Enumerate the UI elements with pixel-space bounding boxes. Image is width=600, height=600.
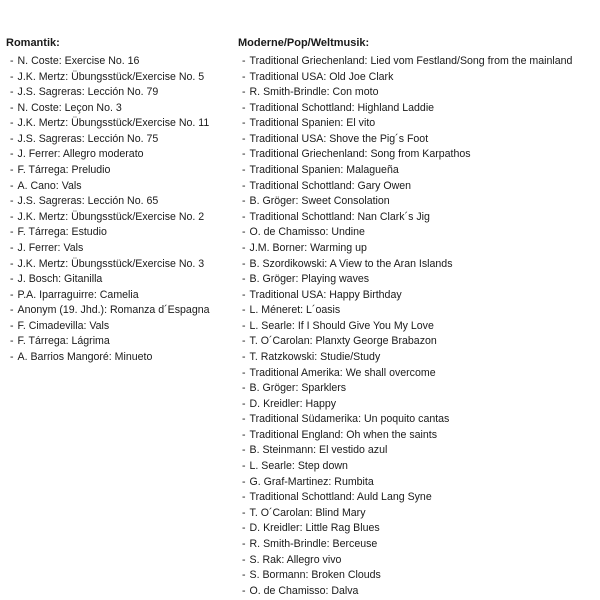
list-item [6,179,234,195]
dash-bullet: - [242,226,246,239]
dash-bullet: - [242,117,246,130]
dash-bullet: - [10,350,14,363]
dash-bullet: - [10,70,14,83]
list-item [6,319,234,335]
dash-bullet: - [10,288,14,301]
list-item [238,459,598,475]
list-item [6,272,234,288]
dash-bullet: - [242,522,246,535]
dash-bullet: - [242,179,246,192]
list-item [238,210,598,226]
list-item [238,225,598,241]
piece-title: T. O´Carolan: Planxty George Brabazon [249,335,437,348]
piece-title: J.S. Sagreras: Lección No. 79 [17,86,159,99]
piece-title: A. Cano: Vals [17,179,82,192]
piece-title: Traditional USA: Happy Birthday [249,288,402,301]
piece-title: P.A. Iparraguirre: Camelia [17,288,139,301]
dash-bullet: - [242,444,246,457]
dash-bullet: - [242,304,246,317]
moderne-list [238,54,598,599]
dash-bullet: - [10,55,14,67]
piece-title: B. Gröger: Playing waves [249,273,370,286]
piece-title: B. Gröger: Sweet Consolation [249,195,390,208]
list-item [6,85,234,101]
piece-title: L. Méneret: L´oasis [249,304,341,317]
dash-bullet: - [242,55,246,67]
piece-title: Traditional USA: Shove the Pig´s Foot [249,132,429,145]
dash-bullet: - [10,86,14,99]
dash-bullet: - [242,553,246,566]
piece-title: J.K. Mertz: Übungsstück/Exercise No. 2 [17,210,205,223]
piece-title: Traditional Schottland: Gary Owen [249,179,412,192]
dash-bullet: - [242,86,246,99]
piece-title: J.S. Sagreras: Lección No. 75 [17,132,159,145]
dash-bullet: - [242,101,246,114]
list-item [238,179,598,195]
dash-bullet: - [10,226,14,239]
list-item [6,132,234,148]
piece-title: Traditional Spanien: Malagueña [249,164,399,177]
dash-bullet: - [242,70,246,83]
dash-bullet: - [10,101,14,114]
piece-title: Traditional Schottland: Nan Clark´s Jig [249,210,430,223]
piece-title: J.K. Mertz: Übungsstück/Exercise No. 11 [17,117,210,130]
list-item [238,132,598,148]
piece-title: S. Rak: Allegro vivo [249,553,342,566]
piece-title: F. Cimadevilla: Vals [17,319,110,332]
piece-title: Anonym (19. Jhd.): Romanza d´Espagna [17,304,210,317]
piece-title: A. Barrios Mangoré: Minueto [17,350,153,363]
dash-bullet: - [242,413,246,426]
list-item [6,241,234,257]
list-item [238,412,598,428]
piece-title: J.K. Mertz: Übungsstück/Exercise No. 5 [17,70,205,83]
dash-bullet: - [242,132,246,145]
piece-title: B. Gröger: Sparklers [249,382,347,395]
piece-title: R. Smith-Brindle: Con moto [249,86,379,99]
list-item [6,257,234,273]
list-item [238,116,598,132]
list-item [238,257,598,273]
list-item [6,101,234,117]
list-item [238,475,598,491]
list-item [238,163,598,179]
list-item [6,147,234,163]
list-item [6,303,234,319]
list-item [238,584,598,600]
piece-title: O. de Chamisso: Dalva [249,584,359,597]
list-item [238,397,598,413]
list-item [238,303,598,319]
piece-title: Traditional Schottland: Highland Laddie [249,101,435,114]
dash-bullet: - [10,117,14,130]
piece-title: R. Smith-Brindle: Berceuse [249,537,378,550]
dash-bullet: - [10,241,14,254]
piece-title: Traditional Griechenland: Song from Karpathos [249,148,471,161]
list-item [6,54,234,70]
list-item [238,490,598,506]
piece-title: D. Kreidler: Little Rag Blues [249,522,380,535]
list-item [6,210,234,226]
list-item [238,101,598,117]
piece-title: S. Bormann: Broken Clouds [249,569,381,582]
romantik-heading: Romantik: [6,37,60,49]
dash-bullet: - [10,319,14,332]
piece-title: B. Szordikowski: A View to the Aran Islands [249,257,453,270]
piece-title: T. Ratzkowski: Studie/Study [249,350,381,363]
dash-bullet: - [242,537,246,550]
dash-bullet: - [242,460,246,473]
list-item [238,54,598,70]
dash-bullet: - [242,273,246,286]
piece-title: J.S. Sagreras: Lección No. 65 [17,195,159,208]
romantik-list [6,54,234,366]
piece-title: F. Tárrega: Preludio [17,164,111,177]
moderne-section [238,36,598,599]
piece-title: J.M. Borner: Warming up [249,241,367,254]
list-item [238,241,598,257]
list-item [6,194,234,210]
piece-title: Traditional Griechenland: Lied vom Festland/Song from the mainland [249,55,573,67]
dash-bullet: - [10,210,14,223]
list-item [238,319,598,335]
list-item [238,553,598,569]
dash-bullet: - [242,319,246,332]
list-item [238,506,598,522]
piece-title: G. Graf-Martinez: Rumbita [249,475,374,488]
dash-bullet: - [242,257,246,270]
dash-bullet: - [242,397,246,410]
dash-bullet: - [242,382,246,395]
piece-title: J. Bosch: Gitanilla [17,273,103,286]
dash-bullet: - [242,288,246,301]
dash-bullet: - [242,210,246,223]
list-item [238,428,598,444]
dash-bullet: - [242,164,246,177]
piece-title: D. Kreidler: Happy [249,397,337,410]
dash-bullet: - [242,428,246,441]
piece-title: O. de Chamisso: Undine [249,226,365,239]
piece-title: L. Searle: Step down [249,460,348,473]
dash-bullet: - [242,195,246,208]
piece-title: Traditional USA: Old Joe Clark [249,70,394,83]
list-item [238,568,598,584]
romantik-section [6,36,234,366]
dash-bullet: - [10,132,14,145]
dash-bullet: - [242,335,246,348]
list-item [6,163,234,179]
list-item [238,366,598,382]
dash-bullet: - [242,241,246,254]
piece-title: Traditional Schottland: Auld Lang Syne [249,491,432,504]
dash-bullet: - [242,569,246,582]
dash-bullet: - [10,148,14,161]
piece-title: Traditional England: Oh when the saints [249,428,437,441]
moderne-heading: Moderne/Pop/Weltmusik: [238,37,370,49]
list-item [238,537,598,553]
piece-title: T. O´Carolan: Blind Mary [249,506,366,519]
list-item [6,225,234,241]
list-item [238,350,598,366]
list-item [238,272,598,288]
list-item [238,194,598,210]
piece-title: N. Coste: Leçon No. 3 [17,101,122,114]
piece-title: Traditional Spanien: El vito [249,117,376,130]
piece-title: J. Ferrer: Allegro moderato [17,148,144,161]
dash-bullet: - [10,195,14,208]
piece-title: F. Tárrega: Estudio [17,226,107,239]
dash-bullet: - [10,273,14,286]
list-item [238,334,598,350]
dash-bullet: - [242,148,246,161]
dash-bullet: - [242,350,246,363]
list-item [6,70,234,86]
list-item [6,116,234,132]
list-item [6,334,234,350]
list-item [6,288,234,304]
dash-bullet: - [10,335,14,348]
dash-bullet: - [10,179,14,192]
piece-title: F. Tárrega: Lágrima [17,335,110,348]
dash-bullet: - [242,584,246,597]
piece-title: B. Steinmann: El vestido azul [249,444,388,457]
piece-title: J.K. Mertz: Übungsstück/Exercise No. 3 [17,257,205,270]
dash-bullet: - [10,257,14,270]
dash-bullet: - [242,491,246,504]
list-item [238,85,598,101]
list-item [6,350,234,366]
list-item [238,70,598,86]
piece-title: Traditional Südamerika: Un poquito cantas [249,413,450,426]
piece-title: N. Coste: Exercise No. 16 [17,55,140,67]
piece-title: J. Ferrer: Vals [17,241,84,254]
piece-title: L. Searle: If I Should Give You My Love [249,319,434,332]
piece-title: Traditional Amerika: We shall overcome [249,366,436,379]
dash-bullet: - [242,366,246,379]
dash-bullet: - [10,164,14,177]
list-item [238,381,598,397]
list-item [238,443,598,459]
dash-bullet: - [242,506,246,519]
dash-bullet: - [10,304,14,317]
list-item [238,521,598,537]
dash-bullet: - [242,475,246,488]
list-item [238,288,598,304]
list-item [238,147,598,163]
